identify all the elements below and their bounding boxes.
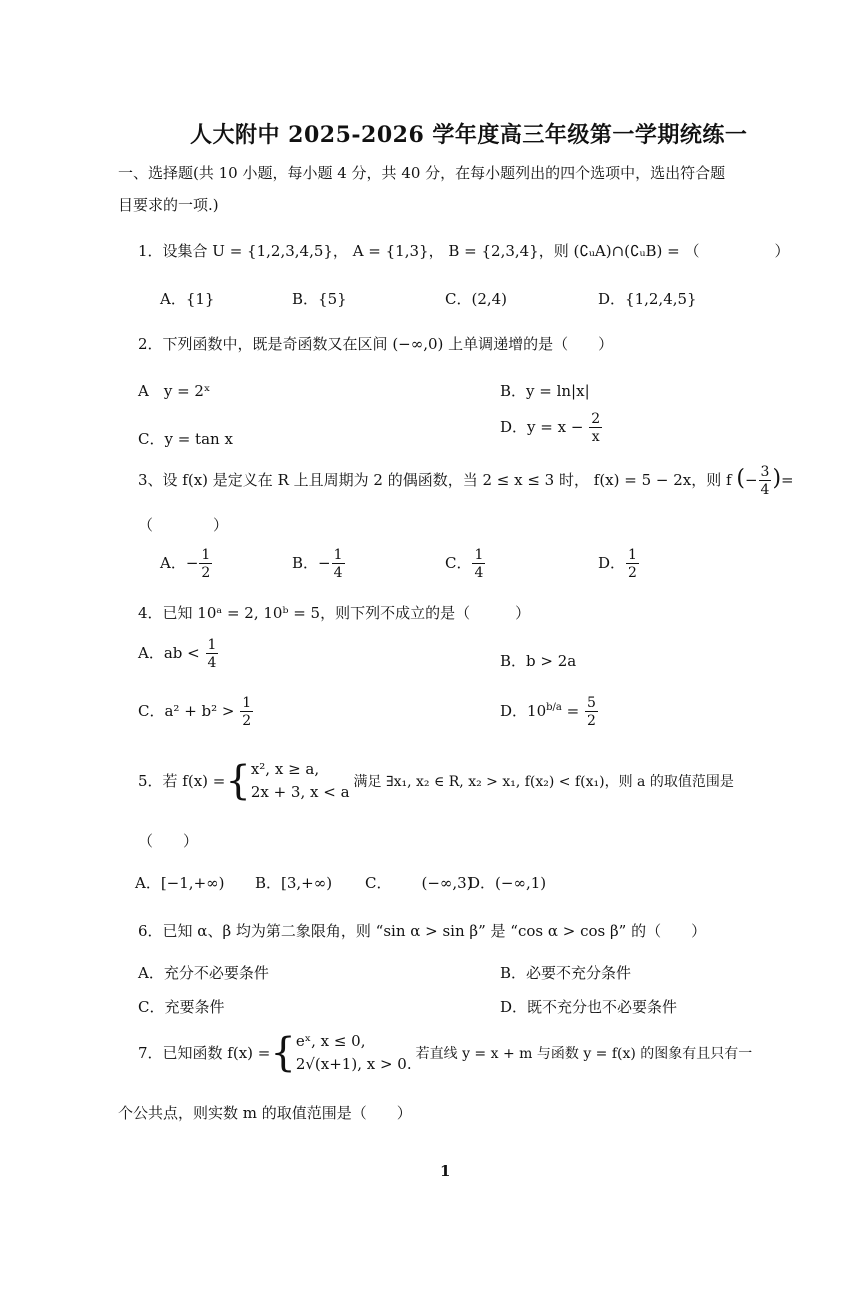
q3-a-num: 1 xyxy=(201,547,211,563)
q4-d-den: 2 xyxy=(587,713,596,729)
q3-stem-text: 3、设 f(x) 是定义在 R 上且周期为 2 的偶函数，当 2 ≤ x ≤ 3 时， f(x) = 5 − 2x，则 f xyxy=(138,471,732,489)
q5-cases xyxy=(251,758,350,803)
q4-c-prefix: C．a² + b² > xyxy=(138,702,235,720)
q3-d-fraction xyxy=(626,548,639,580)
q1-option-c: C．(2,4) xyxy=(445,290,508,308)
q3-d-label: D． xyxy=(598,554,626,572)
q7-case-1: eˣ, x ≤ 0, xyxy=(295,1032,366,1050)
q5-stem xyxy=(138,758,734,803)
q4-d-eq: = xyxy=(566,702,580,720)
q3-b-num: 1 xyxy=(333,547,343,563)
q4-a-fraction xyxy=(206,638,219,670)
q4-c-fraction xyxy=(240,696,253,728)
q6-option-d: D．既不充分也不必要条件 xyxy=(500,998,678,1016)
q2-option-c: C．y = tan x xyxy=(138,430,233,448)
q4-d-exponent: b/a xyxy=(546,702,562,713)
q3-answer-paren: （ ） xyxy=(138,516,229,534)
q5-option-c xyxy=(365,872,473,893)
q2-d-num: 2 xyxy=(591,411,601,427)
page-number: 1 xyxy=(440,1162,451,1180)
q5-brace: { xyxy=(225,757,251,804)
q1-stem: 1．设集合 U = {1,2,3,4,5}， A = {1,3}， B = {2,3,4}，则 (∁ᵤA)∩(∁ᵤB) = （ ） xyxy=(138,242,790,260)
q7-cases xyxy=(296,1030,412,1075)
q7-stem-line2: 个公共点，则实数 m 的取值范围是（ ） xyxy=(118,1104,412,1122)
q6-option-c: C．充要条件 xyxy=(138,998,225,1016)
q7-stem xyxy=(138,1030,752,1075)
q4-option-c xyxy=(138,696,254,728)
q2-d-prefix: D．y = x − xyxy=(500,418,584,436)
q2-option-b: B．y = ln|x| xyxy=(500,382,590,400)
q4-option-d xyxy=(500,696,599,728)
q3-option-c xyxy=(445,548,486,580)
q6-option-b: B．必要不充分条件 xyxy=(500,964,632,982)
q4-d-fraction xyxy=(585,696,598,728)
q7-prefix: 7．已知函数 f(x) = xyxy=(138,1044,271,1062)
q2-option-a: A y = 2ˣ xyxy=(138,382,211,400)
q4-a-den: 4 xyxy=(207,655,217,671)
q5-prefix: 5．若 f(x) = xyxy=(138,772,226,790)
q4-stem: 4．已知 10ᵃ = 2, 10ᵇ = 5，则下列不成立的是（ ） xyxy=(138,604,531,622)
q7-brace: { xyxy=(270,1029,296,1076)
q3-arg-num: 3 xyxy=(760,464,770,480)
q4-c-den: 2 xyxy=(242,713,252,729)
q5-case-1: x², x ≥ a, xyxy=(250,760,320,778)
q2-option-d xyxy=(500,412,603,444)
q1-option-a: A．{1} xyxy=(160,290,215,308)
q3-stem-end: = xyxy=(781,471,794,489)
q3-a-label: A．− xyxy=(160,554,199,572)
q4-option-a xyxy=(138,638,219,670)
q2-d-fraction xyxy=(589,412,602,444)
q3-option-a xyxy=(160,548,213,580)
q6-stem: 6．已知 α、β 均为第二象限角，则 “sin α > sin β” 是 “cos α > cos β” 的（ ） xyxy=(138,922,707,940)
q4-d-num: 5 xyxy=(587,695,596,711)
q3-a-den: 2 xyxy=(201,565,211,581)
q5-c-label: C． xyxy=(365,874,392,892)
q5-option-a: A．[−1,+∞) xyxy=(135,874,225,892)
q3-c-fraction xyxy=(472,548,485,580)
q3-arg-fraction xyxy=(759,465,772,497)
q3-b-den: 4 xyxy=(333,565,343,581)
q3-a-fraction xyxy=(199,548,212,580)
section-heading-line2: 目要求的一项.) xyxy=(118,196,219,214)
q4-option-b: B．b > 2a xyxy=(500,652,577,670)
q3-b-label: B．− xyxy=(292,554,331,572)
q5-option-b: B．[3,+∞) xyxy=(255,874,333,892)
q3-d-num: 1 xyxy=(628,547,637,563)
q7-case-2: 2√(x+1), x > 0. xyxy=(295,1054,412,1073)
q5-case-2: 2x + 3, x < a xyxy=(250,782,350,801)
q3-option-d xyxy=(598,548,640,580)
q3-arg-sign: − xyxy=(744,471,758,489)
exam-title: 人大附中 2025-2026 学年度高三年级第一学期统练一 xyxy=(190,122,748,148)
q3-c-num: 1 xyxy=(474,547,484,563)
q2-stem: 2．下列函数中，既是奇函数又在区间 (−∞,0) 上单调递增的是（ ） xyxy=(138,335,614,353)
q3-d-den: 2 xyxy=(628,565,637,581)
q3-c-label: C． xyxy=(445,554,472,572)
q3-arg-den: 4 xyxy=(760,482,770,498)
q4-c-num: 1 xyxy=(242,695,252,711)
q6-option-a: A．充分不必要条件 xyxy=(138,964,269,982)
q3-c-den: 4 xyxy=(474,565,484,581)
q7-suffix: 若直线 y = x + m 与函数 y = f(x) 的图象有且只有一 xyxy=(415,1045,753,1062)
q5-answer-paren: （ ） xyxy=(138,832,199,850)
q3-option-b xyxy=(292,548,346,580)
q2-d-den: x xyxy=(591,429,600,445)
q4-a-num: 1 xyxy=(207,637,217,653)
q3-b-fraction xyxy=(332,548,345,580)
q4-a-prefix: A．ab < xyxy=(138,644,200,662)
section-heading-line1: 一、选择题(共 10 小题，每小题 4 分，共 40 分，在每小题列出的四个选项中，选出符合题 xyxy=(118,164,726,182)
q5-suffix: 满足 ∃x₁, x₂ ∈ R, x₂ > x₁, f(x₂) < f(x₁)，则 a 的取值范围是 xyxy=(353,773,734,790)
q3-stem: 3、设 f(x) 是定义在 R 上且周期为 2 的偶函数，当 2 ≤ x ≤ 3 时， f(x) = 5 − 2x，则 f (− $\frac{3}{4}$ )= xyxy=(138,464,794,498)
q5-c-value: (−∞,3) xyxy=(421,874,473,892)
q1-option-d: D．{1,2,4,5} xyxy=(598,290,697,308)
q4-d-prefix: D．10 xyxy=(500,702,547,720)
q1-option-b: B．{5} xyxy=(292,290,347,308)
q5-option-d: D．(−∞,1) xyxy=(468,874,547,892)
